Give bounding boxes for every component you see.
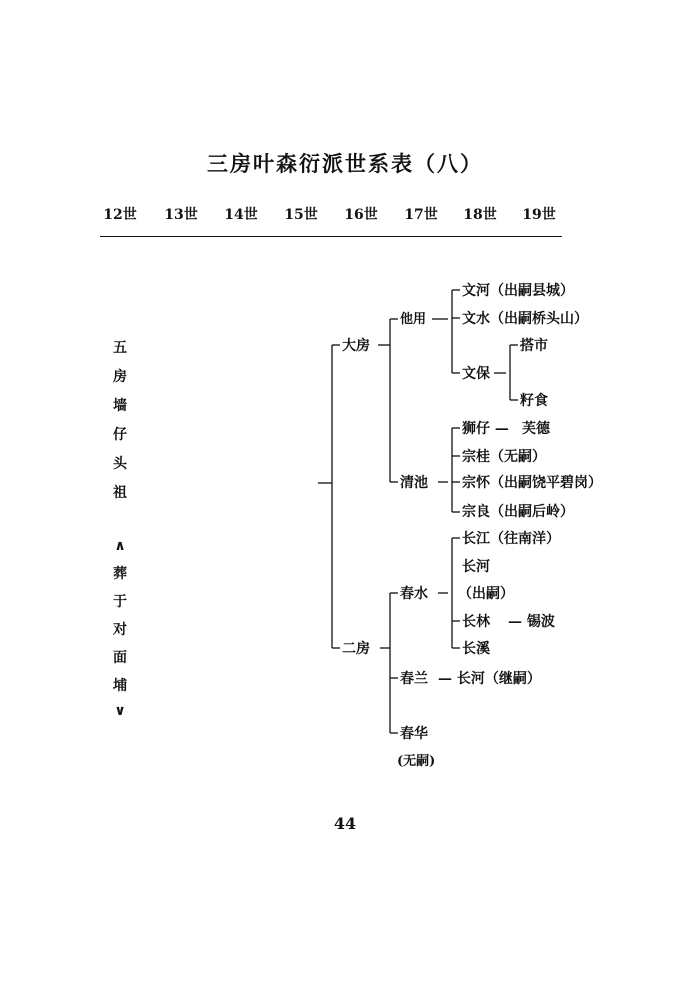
generation-label: 18世 xyxy=(463,207,497,223)
generation-label: 12世 xyxy=(103,207,137,223)
tree-node: 大房 xyxy=(342,338,370,354)
tree-node: 宗怀（出嗣饶平碧岗） xyxy=(462,475,602,491)
tree-node: 狮仔 — xyxy=(462,421,509,437)
tree-node: 二房 xyxy=(342,641,370,657)
tree-node: 文水（出嗣桥头山） xyxy=(462,311,588,327)
generation-label: 16世 xyxy=(344,207,378,223)
tree-node: 长林 xyxy=(462,614,490,630)
tree-node: 籽食 xyxy=(520,393,548,409)
burial-note-char: 面 xyxy=(113,650,127,666)
burial-note-char: ∧ xyxy=(114,538,126,554)
tree-node: 春华 xyxy=(400,726,428,742)
tree-node: 他用 xyxy=(400,312,427,327)
tree-node-note: （出嗣） xyxy=(458,586,514,602)
tree-node: — 长河（继嗣） xyxy=(438,671,541,687)
burial-note-char: 埔 xyxy=(113,678,127,694)
generation-label: 14世 xyxy=(224,207,258,223)
burial-note-char: 葬 xyxy=(113,566,127,582)
tree-node: 芙德 xyxy=(522,421,550,437)
page-title: 三房叶森衍派世系表（八） xyxy=(207,151,483,176)
tree-node: 文河（出嗣县城） xyxy=(462,283,574,299)
tree-node: 文保 xyxy=(462,366,490,382)
generation-label: 17世 xyxy=(404,207,438,223)
ancestor-char: 祖 xyxy=(113,485,127,501)
tree-node: 清池 xyxy=(400,475,428,491)
ancestor-char: 头 xyxy=(113,456,127,472)
burial-note-char: ∨ xyxy=(114,703,126,719)
generation-label: 19世 xyxy=(522,207,556,223)
ancestor-char: 仔 xyxy=(113,427,127,443)
tree-node-note: (无嗣) xyxy=(397,754,436,769)
tree-node: 宗良（出嗣后岭） xyxy=(462,504,574,520)
tree-node: 春兰 xyxy=(400,671,428,687)
tree-node: 搭市 xyxy=(520,338,548,354)
tree-node: — 锡波 xyxy=(508,614,555,630)
burial-note-char: 对 xyxy=(113,622,127,638)
tree-node: 长江（往南洋） xyxy=(462,531,560,547)
tree-node: 长溪 xyxy=(462,641,490,657)
ancestor-char: 五 xyxy=(113,340,127,356)
page-number: 44 xyxy=(333,814,357,833)
ancestor-char: 房 xyxy=(113,369,127,385)
tree-node: 长河 xyxy=(462,559,490,575)
generation-label: 15世 xyxy=(284,207,318,223)
burial-note-char: 于 xyxy=(113,594,127,610)
ancestor-char: 墙 xyxy=(113,398,127,414)
tree-node: 宗桂（无嗣） xyxy=(462,449,546,465)
generation-label: 13世 xyxy=(164,207,198,223)
tree-node: 春水 xyxy=(400,586,428,602)
